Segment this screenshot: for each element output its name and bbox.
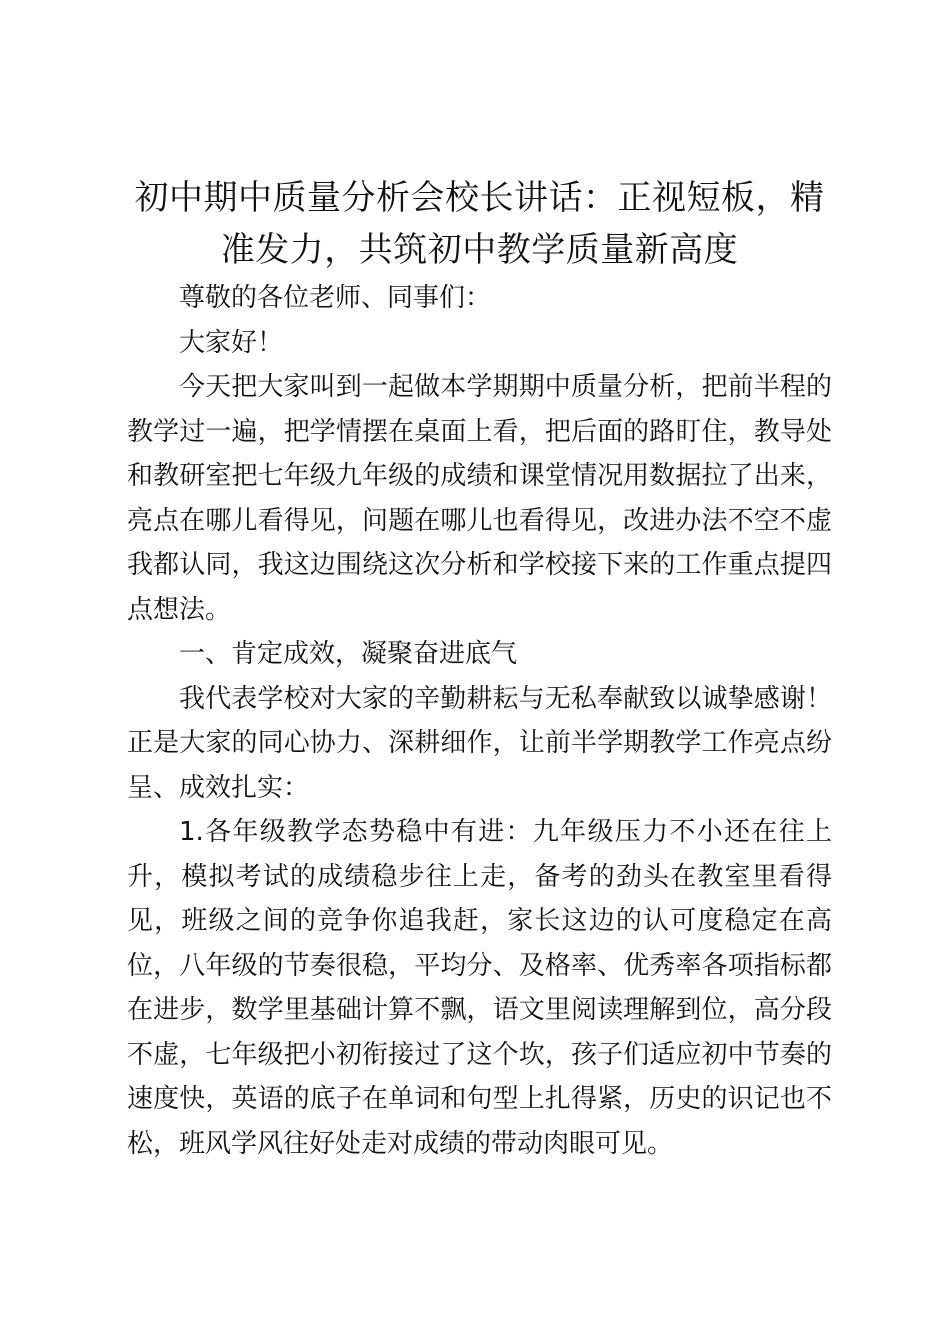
achievement-paragraph-1: 1.各年级教学态势稳中有进：九年级压力不小还在往上升，模拟考试的成绩稳步往上走，备考的劲头在教室里看得见，班级之间的竞争你追我赶，家长这边的认可度稳定在高位，八年级的节奏很稳，平均分、及格率、优秀率各项指标都在进步，数学里基础计算不飘，语文里阅读理解到位，高分段不虚，七年级把小初衔接过了这个坎，孩子们适应初中节奏的速度快，英语的底子在单词和句型上扎得紧，历史的识记也不松，班风学风往好处走对成绩的带动肉眼可见。 [127, 817, 832, 1159]
salutation: 尊敬的各位老师、同事们： [179, 283, 492, 313]
document-body [127, 172, 832, 1166]
greeting: 大家好！ [179, 327, 284, 358]
section-heading-1: 一、肯定成效，凝聚奋进底气 [179, 639, 518, 669]
document-title: 初中期中质量分析会校长讲话：正视短板，精准发力，共筑初中教学质量新高度 [134, 178, 825, 270]
intro-paragraph: 今天把大家叫到一起做本学期期中质量分析，把前半程的教学过一遍，把学情摆在桌面上看，把后面的路盯住，教导处和教研室把七年级九年级的成绩和课堂情况用数据拉了出来，亮点在哪儿看得见，问题在哪儿也看得见，改进办法不空不虚我都认同，我这边围绕这次分析和学校接下来的工作重点提四点想法。 [127, 372, 832, 625]
thanks-paragraph: 我代表学校对大家的辛勤耕耘与无私奉献致以诚挚感谢！正是大家的同心协力、深耕细作，让前半学期教学工作亮点纷呈、成效扎实： [127, 683, 832, 803]
